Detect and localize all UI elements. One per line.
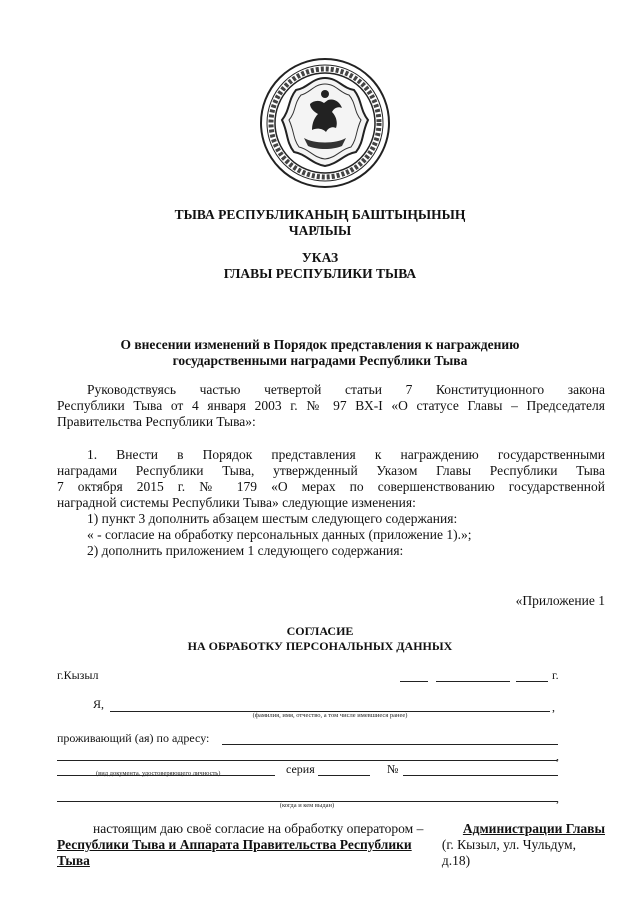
word: статьи — [344, 382, 382, 397]
decree-title-line2: государственными наградами Республики Тыва — [172, 353, 468, 368]
list-item-2: 2) дополнить приложением 1 следующего содержания: — [87, 543, 404, 558]
number-label: № — [387, 762, 399, 776]
full-name-hint: (фамилия, имя, отчество, а том числе имевшиеся ранее) — [252, 712, 408, 719]
date-day-line — [400, 681, 428, 682]
document-number-line — [403, 775, 558, 776]
address-line-2 — [57, 760, 557, 761]
i-label: Я, — [93, 697, 105, 711]
series-label: серия — [286, 762, 315, 776]
issued-by-hint: (когда и кем выдан) — [279, 802, 335, 809]
year-suffix: г. — [552, 668, 559, 682]
appendix-subtitle: НА ОБРАБОТКУ ПЕРСОНАЛЬНЫХ ДАННЫХ — [187, 639, 453, 653]
appendix-label: «Приложение 1 — [515, 593, 605, 608]
comma: , — [552, 700, 555, 714]
address-label: проживающий (ая) по адресу: — [57, 731, 210, 745]
word: Руководствуясь — [87, 382, 176, 397]
operator-name-part2: Республики Тыва и Аппарата Правительства Республики Тыва — [57, 837, 412, 868]
paragraph-1-line3: Правительства Республики Тыва»: — [57, 414, 256, 429]
paragraph-1-line1 — [87, 382, 605, 398]
paragraph-2-line3: 7 октября 2015 г. № 179 «О мерах по совершенствованию государственной — [57, 479, 605, 494]
series-line — [318, 775, 370, 776]
coat-of-arms-emblem — [258, 56, 392, 190]
paragraph-2-line4: наградной системы Республики Тыва» следующие изменения: — [57, 495, 416, 510]
comma: , — [556, 791, 559, 805]
header-title-russian: ГЛАВЫ РЕСПУБЛИКИ ТЫВА — [223, 266, 417, 281]
quoted-addition: « - согласие на обработку персональных данных (приложение 1).»; — [87, 527, 472, 542]
date-month-line — [436, 681, 510, 682]
consent-line2 — [57, 837, 605, 869]
paragraph-2-line1: 1. Внести в Порядок представления к награждению государственными — [87, 447, 605, 462]
paragraph-2-line2: наградами Республики Тыва, утвержденный Указом Главы Республики Тыва — [57, 463, 605, 478]
decree-label: УКАЗ — [301, 250, 339, 265]
word: частью — [199, 382, 241, 397]
document-type-hint: (вид документа, удостоверяющего личность) — [96, 770, 221, 777]
header-title-tuvan: ТЫВА РЕСПУБЛИКАНЫҢ БАШТЫҢЫНЫҢ — [174, 207, 466, 222]
consent-text: настоящим даю своё согласие на обработку оператором – — [93, 821, 424, 836]
header-title-tuvan-2: ЧАРЛЫЫ — [288, 223, 352, 238]
operator-name-part1: Администрации Главы — [462, 821, 605, 836]
decree-title-line1: О внесении изменений в Порядок представления к награждению — [120, 337, 520, 352]
consent-line1 — [93, 821, 605, 837]
paragraph-1-line2: Республики Тыва от 4 января 2003 г. № 97 ВХ-I «О статусе Главы – Председателя — [57, 398, 605, 413]
comma: , — [556, 749, 559, 763]
date-year-line — [516, 681, 548, 682]
list-item-1: 1) пункт 3 дополнить абзацем шестым следующего содержания: — [87, 511, 458, 526]
word: Конституционного — [435, 382, 545, 397]
word: 7 — [405, 382, 413, 397]
word: закона — [567, 382, 605, 397]
operator-address: (г. Кызыл, ул. Чульдум, д.18) — [441, 837, 576, 868]
city-label: г.Кызыл — [57, 668, 99, 682]
address-line-1 — [222, 744, 558, 745]
appendix-title: СОГЛАСИЕ — [286, 624, 354, 638]
word: четвертой — [264, 382, 322, 397]
